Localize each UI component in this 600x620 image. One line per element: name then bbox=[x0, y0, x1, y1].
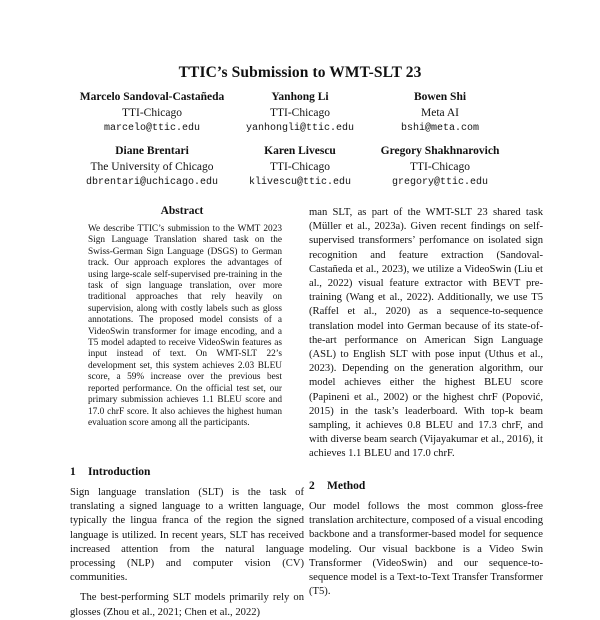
author-email[interactable]: dbrentari@uchicago.edu bbox=[85, 177, 219, 188]
author-email[interactable]: bshi@meta.com bbox=[400, 123, 479, 134]
method-body bbox=[309, 500, 543, 599]
author-name: Diane Brentari bbox=[115, 145, 189, 157]
paragraph: The best-performing SLT models primarily rely on glosses (Zhou et al., 2021; Chen et al., 2022) bbox=[70, 592, 304, 618]
author-email[interactable]: marcelo@ttic.edu bbox=[103, 123, 200, 134]
section-heading-introduction bbox=[70, 466, 150, 478]
author-name: Yanhong Li bbox=[271, 91, 329, 103]
author-affiliation: The University of Chicago bbox=[90, 160, 214, 173]
abstract-text: We describe TTIC’s submission to the WMT 2023 Sign Language Translation shared task on the Swiss-German Sign Language (DSGS) to German track. Our approach explores the advantages of using large-scale self-supervised pre-training in the task of sign language translation, over more traditional approaches that rely heavily on supervision, along with costly labels such as gloss annotations. The proposed model consists of a VideoSwin transformer for image encoding, and a T5 model adapted to receive VideoSwin features as input instead of text. On WMT-SLT 22’s development set, this system achieves 2.03 BLEU score, a 59% increase over the previous best reported performance. On the official test set, our primary submission achieves 1.1 BLEU score and 17.0 chrF score. It also achieves the highest human evaluation score among all the participants. bbox=[88, 224, 282, 428]
author-affiliation: TTI-Chicago bbox=[121, 106, 183, 119]
section-title: Introduction bbox=[88, 466, 151, 478]
abstract-heading: Abstract bbox=[160, 205, 204, 217]
paragraph: Our model follows the most common gloss-free translation architecture, composed of a visual encoding backbone and a transformer-based model for sequence modeling. Our visual backbone is a Video Swin Transformer (VideoSwin) and our sequence-to-sequence model is a Text-to-Text Transfer Transformer (T5). bbox=[309, 501, 543, 598]
author-block-3 bbox=[335, 90, 545, 137]
right-column-continuation bbox=[309, 206, 543, 462]
author-name: Karen Livescu bbox=[264, 145, 336, 157]
paper-title: TTIC’s Submission to WMT-SLT 23 bbox=[178, 64, 422, 81]
paragraph: man SLT, as part of the WMT-SLT 23 shared task (Müller et al., 2023a). Given recent findings on self-supervised transformers’ perfomance on isolated sign recognition and feature extraction (Sandoval-Castañeda et al., 2023), we utilize a VideoSwin (Liu et al., 2022) visual feature extractor with BEVT pre-training (Wang et al., 2022). Additionally, we use T5 (Raffel et al., 2020) as a sequence-to-sequence translation model into German because of its state-of-the-art performance on American Sign Language (ASL) to English SLT with pose input (Uthus et al., 2023). Depending on the generation algorithm, our model achieves either the highest BLEU score (Papineni et al., 2002) or the highest chrF (Popović, 2015) in the task’s leaderboard. With top-k beam sampling, it achieves 0.8 BLEU and 17.3 chrF, and with diverse beam search (Vijayakumar et al., 2016), it achieves 1.1 BLEU and 17.0 chrF. bbox=[309, 207, 543, 460]
author-name: Marcelo Sandoval-Castañeda bbox=[79, 91, 225, 103]
section-heading-method bbox=[309, 480, 365, 492]
author-name: Bowen Shi bbox=[413, 91, 467, 103]
author-email[interactable]: gregory@ttic.edu bbox=[391, 177, 488, 188]
section-title: Method bbox=[327, 480, 366, 492]
section-number: 2 bbox=[309, 480, 315, 492]
author-affiliation: Meta AI bbox=[420, 106, 459, 119]
author-block-6 bbox=[335, 144, 545, 191]
author-affiliation: TTI-Chicago bbox=[269, 106, 331, 119]
author-email[interactable]: klivescu@ttic.edu bbox=[248, 177, 352, 188]
paragraph: Sign language translation (SLT) is the task of translating a signed language to a written language, typically the lingua franca of the region the signed language is utilized. In recent years, SLT has received increased attention from the natural language processing (NLP) and computer vision (CV) communities. bbox=[70, 487, 304, 584]
author-affiliation: TTI-Chicago bbox=[409, 160, 471, 173]
author-affiliation: TTI-Chicago bbox=[269, 160, 331, 173]
section-number: 1 bbox=[70, 466, 76, 478]
author-name: Gregory Shakhnarovich bbox=[380, 145, 500, 157]
author-email[interactable]: yanhongli@ttic.edu bbox=[245, 123, 355, 134]
